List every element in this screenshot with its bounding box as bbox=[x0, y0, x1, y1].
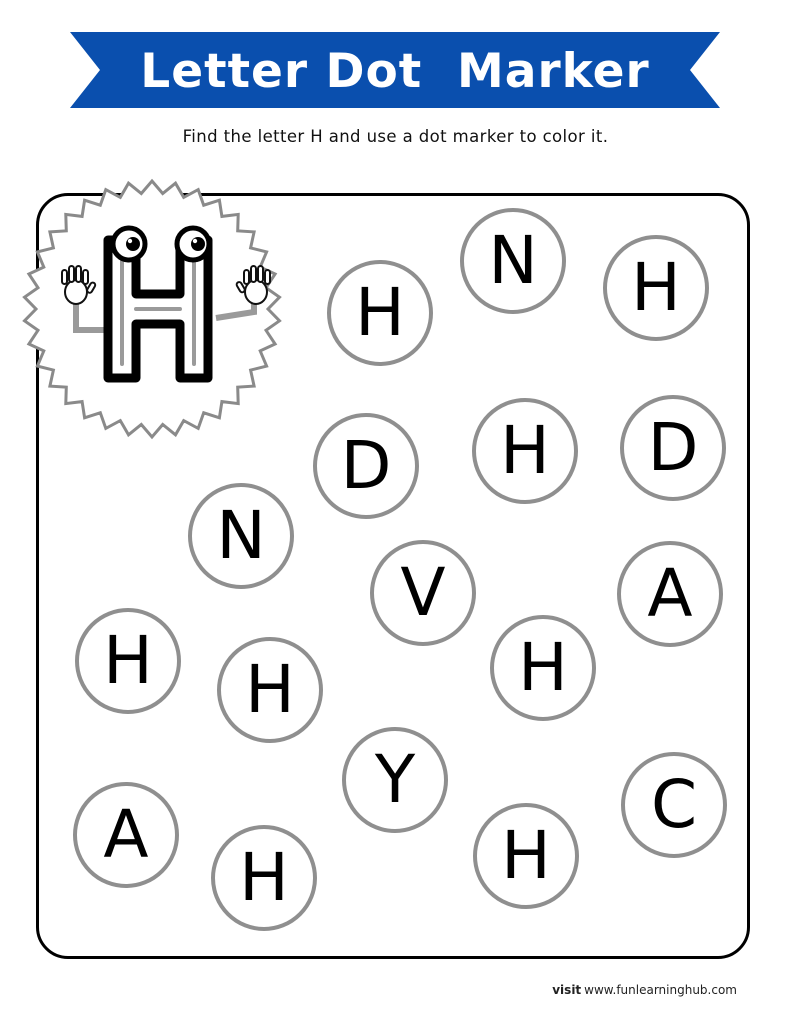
letter-dot[interactable] bbox=[370, 540, 476, 646]
letter-dot[interactable] bbox=[342, 727, 448, 833]
letter-dot[interactable] bbox=[211, 825, 317, 931]
letter-dot[interactable] bbox=[188, 483, 294, 589]
letter-dot[interactable] bbox=[327, 260, 433, 366]
letter-dot[interactable] bbox=[473, 803, 579, 909]
dot-letter: N bbox=[488, 222, 538, 299]
letter-dot[interactable] bbox=[620, 395, 726, 501]
letter-dot[interactable] bbox=[217, 637, 323, 743]
dot-letter: H bbox=[631, 249, 681, 326]
letter-dot[interactable] bbox=[472, 398, 578, 504]
letter-dot[interactable] bbox=[621, 752, 727, 858]
dot-letter: H bbox=[245, 651, 295, 728]
letter-dot[interactable] bbox=[617, 541, 723, 647]
dot-letter: C bbox=[650, 766, 698, 843]
letter-dot[interactable] bbox=[460, 208, 566, 314]
page-title: Letter Dot Marker bbox=[140, 44, 650, 99]
letter-h-mascot-icon bbox=[16, 168, 288, 450]
dot-letter: H bbox=[355, 274, 405, 351]
dot-letter: V bbox=[400, 554, 446, 631]
instruction-text: Find the letter H and use a dot marker to color it. bbox=[182, 127, 609, 146]
dot-letter: Y bbox=[374, 741, 416, 818]
letter-dot[interactable] bbox=[603, 235, 709, 341]
letter-dot[interactable] bbox=[73, 782, 179, 888]
dot-letter: H bbox=[518, 629, 568, 706]
footer-credit bbox=[552, 983, 737, 997]
letter-dot[interactable] bbox=[490, 615, 596, 721]
dot-letter: H bbox=[501, 817, 551, 894]
footer-url[interactable]: www.funlearninghub.com bbox=[584, 983, 737, 997]
dot-letter: A bbox=[103, 796, 149, 873]
dot-letter: D bbox=[340, 427, 392, 504]
letter-dot[interactable] bbox=[75, 608, 181, 714]
dot-letter: D bbox=[647, 409, 699, 486]
dot-letter: H bbox=[239, 839, 289, 916]
dot-letter: H bbox=[500, 412, 550, 489]
letter-dot[interactable] bbox=[313, 413, 419, 519]
footer-prefix: visit bbox=[552, 983, 582, 997]
dot-letter: H bbox=[103, 622, 153, 699]
dot-letter: A bbox=[647, 555, 693, 632]
dot-letter: N bbox=[216, 497, 266, 574]
